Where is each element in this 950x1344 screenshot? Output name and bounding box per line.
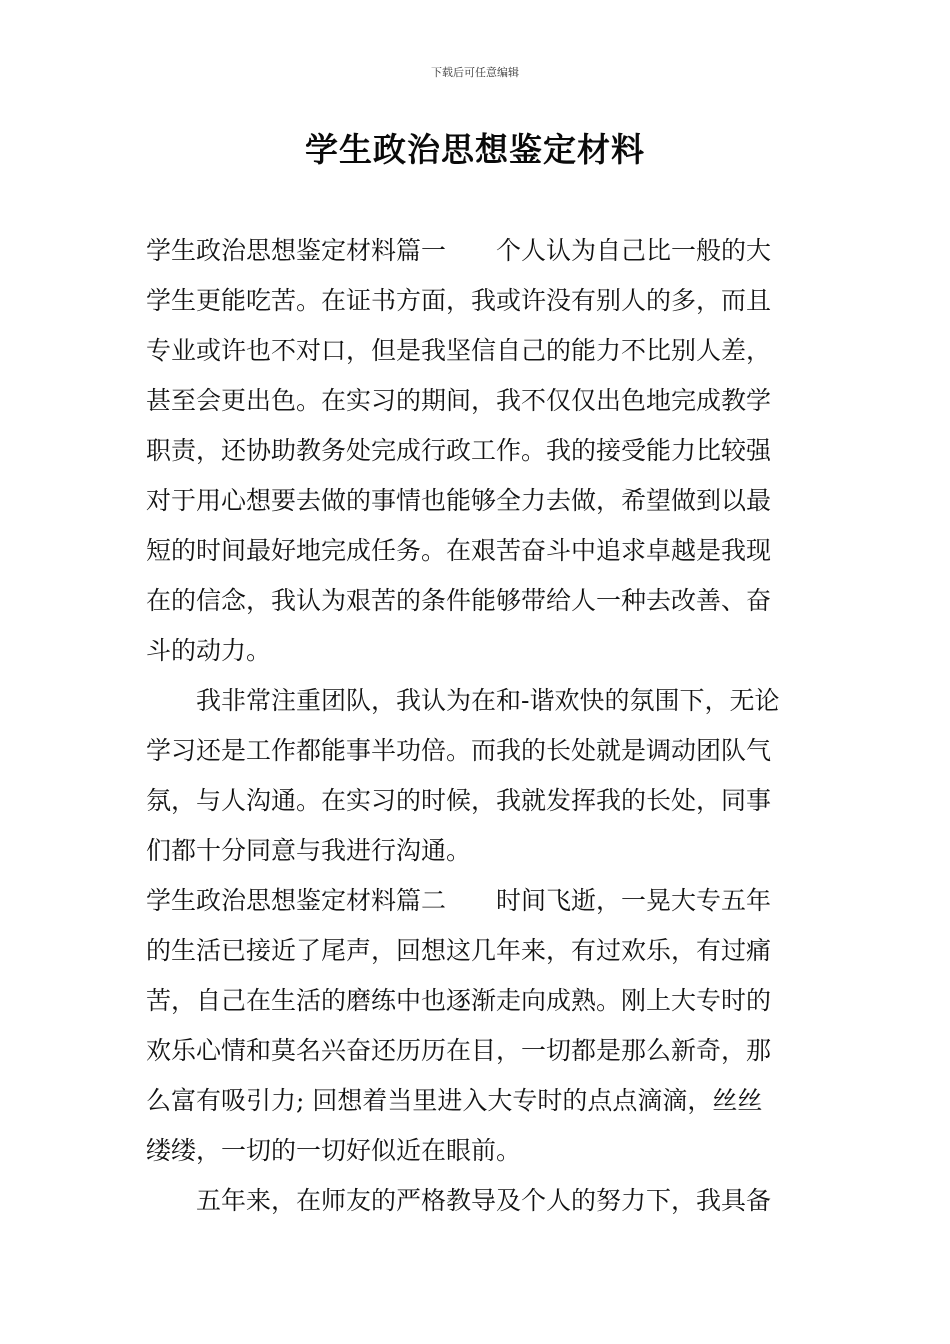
document-body [146, 226, 810, 1226]
section-heading: 学生政治思想鉴定材料篇二 [146, 886, 447, 915]
paragraph-line: 学习还是工作都能事半功倍。而我的长处就是调动团队气 [146, 736, 772, 765]
paragraph-line: 斗的动力。 [146, 636, 272, 665]
paragraph-line: 学生更能吃苦。在证书方面，我或许没有别人的多，而且 [146, 286, 772, 315]
paragraph-line: 们都十分同意与我进行沟通。 [146, 836, 472, 865]
paragraph-line: 么富有吸引力; 回想着当里进入大专时的点点滴滴，丝丝 [146, 1086, 763, 1115]
paragraph-line: 甚至会更出色。在实习的期间，我不仅仅出色地完成教学 [146, 386, 772, 415]
paragraph-text: 个人认为自己比一般的大 [496, 236, 772, 265]
paragraph-line: 氛，与人沟通。在实习的时候，我就发挥我的长处，同事 [146, 786, 772, 815]
section-heading: 学生政治思想鉴定材料篇一 [146, 236, 447, 265]
paragraph-line: 缕缕，一切的一切好似近在眼前。 [146, 1136, 522, 1165]
paragraph-line: 短的时间最好地完成任务。在艰苦奋斗中追求卓越是我现 [146, 536, 772, 565]
paragraph-line: 五年来，在师友的严格教导及个人的努力下，我具备 [196, 1186, 772, 1215]
paragraph-line: 的生活已接近了尾声，回想这几年来，有过欢乐，有过痛 [146, 936, 772, 965]
header-note: 下载后可任意编辑 [431, 66, 519, 79]
paragraph-line: 我非常注重团队，我认为在和-谐欢快的氛围下，无论 [196, 686, 780, 715]
paragraph-line: 专业或许也不对口，但是我坚信自己的能力不比别人差， [146, 336, 772, 365]
document-title: 学生政治思想鉴定材料 [305, 130, 645, 169]
section-heading-line [146, 226, 810, 276]
paragraph-text: 时间飞逝，一晃大专五年 [496, 886, 772, 915]
paragraph-line: 职责，还协助教务处完成行政工作。我的接受能力比较强 [146, 436, 772, 465]
paragraph-line: 欢乐心情和莫名兴奋还历历在目，一切都是那么新奇，那 [146, 1036, 772, 1065]
section-heading-line [146, 876, 810, 926]
paragraph-line: 苦，自己在生活的磨练中也逐渐走向成熟。刚上大专时的 [146, 986, 772, 1015]
paragraph-line: 对于用心想要去做的事情也能够全力去做，希望做到以最 [146, 486, 772, 515]
paragraph-line: 在的信念，我认为艰苦的条件能够带给人一种去改善、奋 [146, 586, 772, 615]
